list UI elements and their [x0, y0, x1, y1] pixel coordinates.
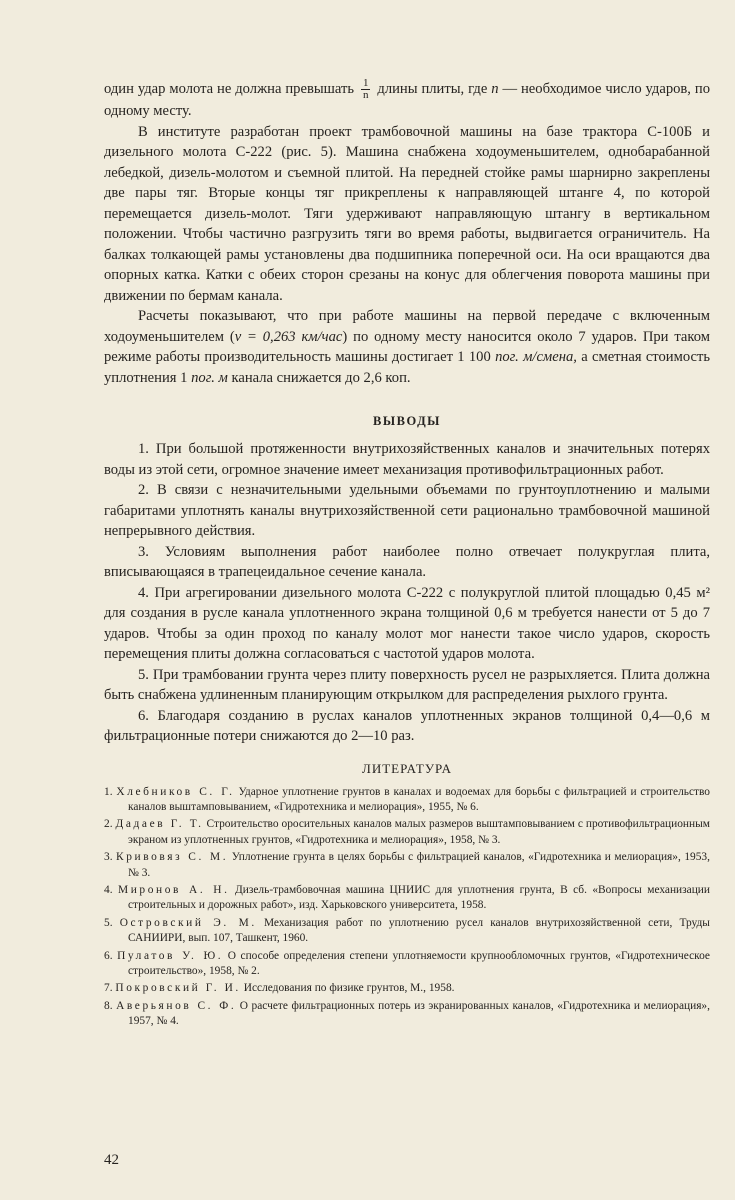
text-run: — необходимое число ударов, по одному месту. — [104, 80, 710, 119]
conclusion-item: 3. Условиям выполнения работ наиболее полно отвечает полукруглая плита, вписывающаяся в трапецеидальное сечение канала. — [104, 543, 710, 580]
reference-text: О расчете фильтрационных потерь из экранированных каналов, «Гидротехника и мелиорация», 1957, № 4. — [128, 999, 710, 1028]
reference-author: Островский Э. М. — [119, 916, 257, 929]
reference-author: Дадаев Г. Т. — [115, 818, 204, 831]
paragraph-2 — [104, 306, 710, 388]
reference-text: Уплотнение грунта в целях борьбы с фильтрацией каналов, «Гидротехника и мелиорация», 1953, № 3. — [128, 851, 710, 879]
reference-list — [104, 785, 710, 1030]
text-run: один удар молота не должна превышать — [104, 80, 355, 97]
conclusion-item: 4. При агрегировании дизельного молота С-222 с полукруглой плитой площадью 0,45 м² для создания в русле канала уплотненного экрана толщиной 0,6 м требуется нанести от 5 до 7 ударов. Чтобы за один проход по каналу молот мог нанести такое число ударов, скорость перемещения плиты должна согласоваться с частотой ударов молота. — [104, 584, 710, 662]
reference-item — [104, 999, 710, 1030]
page-number: 42 — [104, 1152, 119, 1168]
text-run: длины плиты, где — [377, 80, 488, 97]
reference-author: Покровский Г. И. — [115, 982, 241, 995]
conclusion-item: 6. Благодаря созданию в руслах каналов уплотненных экранов толщиной 0,4—0,6 м фильтрационные потери снижаются до 2—10 раз. — [104, 707, 710, 744]
reference-text: Исследования по физике грунтов, М., 1958. — [243, 982, 455, 995]
reference-item — [104, 883, 710, 914]
reference-item — [104, 785, 710, 816]
conclusion-item: 2. В связи с незначительными удельными объемами по грунтоуплотнению и малыми габаритами уплотнять каналы внутрихозяйственной сети рационально трамбовочной машиной непрерывного действия. — [104, 482, 710, 539]
paragraph-1: В институте разработан проект трамбовочной машины на базе трактора С-100Б и дизельного молота С-222 (рис. 5). Машина снабжена ходоуменьшителем, однобарабанной лебедкой, дизель-молотом и съемной плитой. На передней стойке рамы шарнирно закреплены две пары тяг. Вторые концы тяг прикреплены к направляющей штанге 4, по которой перемещается дизель-молот. Тяги удерживают направляющую штангу в вертикальном положении. Чтобы частично разгрузить тяги во время работы, выдвигается ограничитель. На балках толкающей рамы установлены два подшипника поперечной оси. На оси вращаются два опорных катка. Катки с обеих сторон срезаны на конус для облегчения поворота машины при движении по бермам канала. — [104, 123, 710, 304]
fraction-denominator: n — [362, 89, 369, 101]
speed-value: v = 0,263 км/час — [234, 328, 343, 345]
fraction-numerator: 1 — [362, 77, 369, 89]
math-variable: n — [491, 80, 499, 97]
literature-heading: ЛИТЕРАТУРА — [362, 760, 452, 776]
text-run: ) по одному месту наносится около 7 ударов. При таком режиме работы производительность машины достигает 1 100 — [104, 328, 710, 365]
reference-number: 5. — [104, 916, 113, 929]
reference-author: Хлебников С. Г. — [116, 785, 235, 798]
unit-text: пог. м/смена, — [495, 349, 577, 365]
conclusion-item: 1. При большой протяженности внутрихозяйственных каналов и значительных потерях воды из этой сети, огромное значение имеет механизация противофильтрационных работ. — [104, 441, 710, 478]
text-run: канала снижается до 2,6 коп. — [231, 369, 411, 386]
reference-number: 4. — [104, 883, 113, 896]
text-run: а сметная стоимость уплотнения 1 — [104, 349, 711, 386]
reference-item — [104, 981, 710, 996]
reference-number: 1. — [104, 785, 113, 798]
reference-author: Миронов А. Н. — [117, 883, 230, 896]
reference-text: Механизация работ по уплотнению русел каналов внутрихозяйственной сети, Труды САНИИРИ, вып. 107, Ташкент, 1960. — [128, 916, 710, 945]
reference-number: 7. — [104, 982, 113, 995]
fraction — [361, 78, 371, 101]
reference-author: Кривовяз С. М. — [116, 851, 229, 864]
reference-text: Ударное уплотнение грунтов в каналах и водоемах для борьбы с фильтрацией и строительство каналов выштамповыванием, «Гидротехника и мелиорация», 1955, № 6. — [128, 785, 710, 813]
reference-number: 2. — [104, 818, 113, 831]
paragraph-0 — [104, 78, 710, 122]
reference-author: Аверьянов С. Ф. — [116, 999, 237, 1012]
reference-text: Строительство оросительных каналов малых размеров выштамповыванием с противофильтрационным экраном из уплотненных грунтов, «Гидротехника и мелиорация», 1958, № 3. — [128, 818, 710, 846]
text-run: Расчеты показывают, что при работе машины на первой передаче с включенным ходоуменьшителем ( — [104, 308, 710, 345]
reference-text: Дизель-трамбовочная машина ЦНИИС для уплотнения грунта, В сб. «Вопросы механизации строительных и дорожных работ», изд. Харьковского университета, 1958. — [128, 883, 711, 912]
unit-text: пог. м — [191, 369, 228, 386]
reference-text: О способе определения степени уплотняемости крупнообломочных грунтов, «Гидротехническое строительство», 1958, № 2. — [128, 949, 710, 977]
reference-number: 3. — [104, 851, 113, 864]
reference-item — [104, 850, 710, 881]
content — [104, 78, 710, 1032]
reference-number: 6. — [104, 949, 113, 962]
reference-number: 8. — [104, 999, 113, 1012]
reference-item — [104, 817, 710, 848]
reference-item — [104, 949, 710, 980]
conclusion-item: 5. При трамбовании грунта через плиту поверхность русел не разрыхляется. Плита должна быть снабжена удлиненным планирующим открылком для распределения рыхлого грунта. — [104, 666, 710, 703]
reference-author: Пулатов У. Ю. — [117, 949, 224, 962]
conclusions-heading: ВЫВОДЫ — [373, 414, 441, 428]
reference-item — [104, 916, 710, 947]
